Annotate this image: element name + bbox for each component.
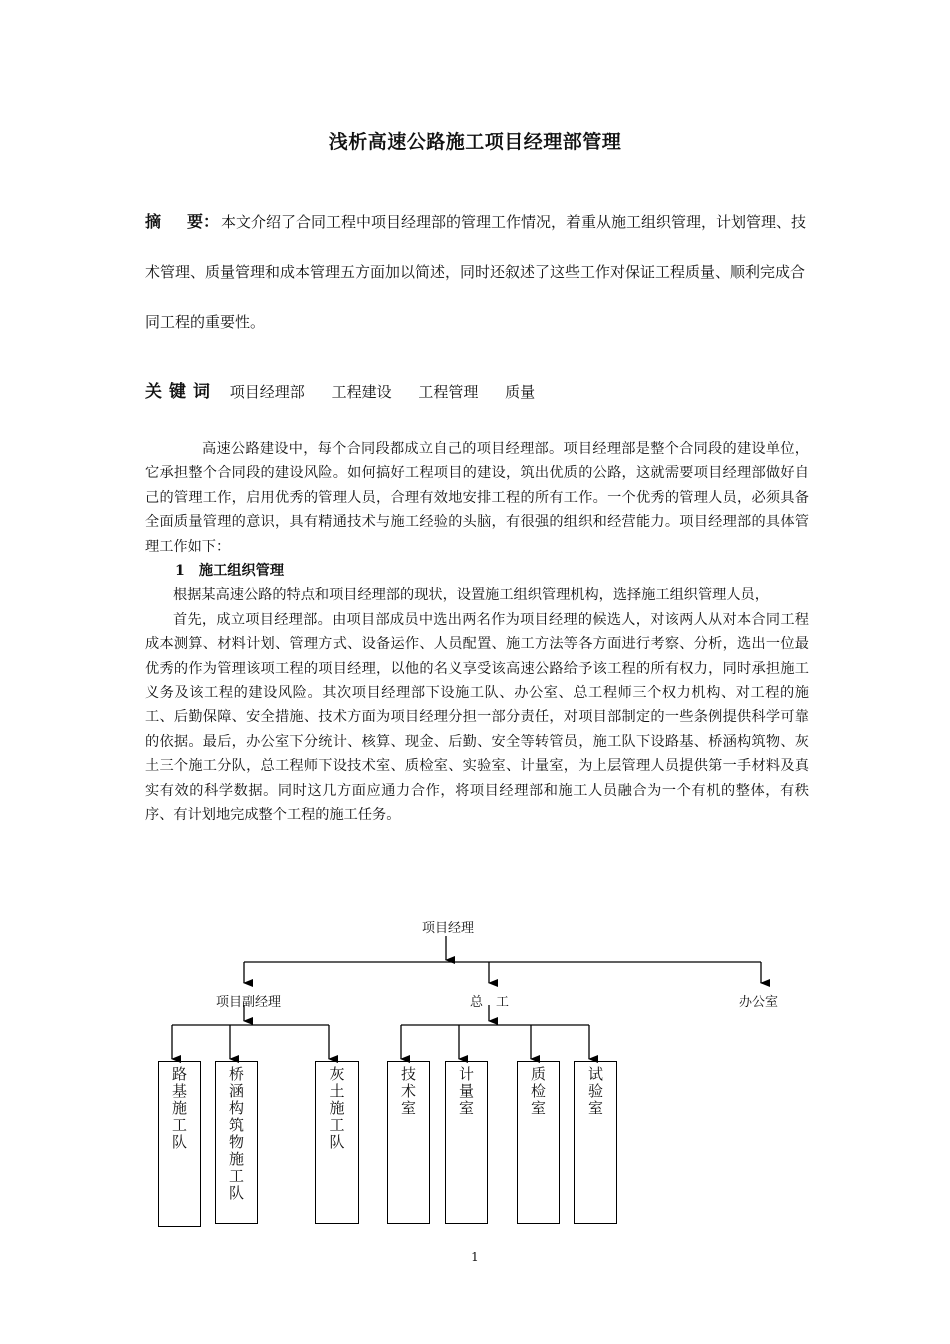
keyword: 质量: [505, 383, 536, 401]
page-number: 1: [471, 1250, 479, 1264]
node-label: 质检室: [530, 1065, 546, 1117]
abstract-label-b: 要：: [187, 212, 220, 231]
node-deputy-manager: 项目副经理: [216, 995, 282, 1010]
node-label: 路基施工队: [171, 1065, 187, 1151]
node-subgrade-team: [158, 1061, 201, 1227]
paragraph: 根据某高速公路的特点和项目经理部的现状，设置施工组织管理机构，选择施工组织管理人员，: [173, 587, 769, 604]
node-metering-office: [445, 1061, 488, 1224]
page-title: 浅析高速公路施工项目经理部管理: [328, 131, 622, 153]
keyword: 项目经理部: [229, 383, 305, 401]
paragraph: 首先，成立项目经理部。由项目部成员中选出两名作为项目经理的候选人，对该两人从对本合同工程成本测算、材料计划、管理方式、设备运作、人员配置、施工方法等各方面进行考察、分析，选出一位最优秀的作为管理该项工程的项目经理，以他的名义享受该高速公路给予该工程的所有权力，同时承担施工义务及该工程的建设风险。其次项目经理部下设施工队、办公室、总工程师三个权力机构、对工程的施工、后勤保障、安全措施、技术方面为项目经理分担一部分责任，对项目部制定的一些条例提供科学可靠的依据。最后，办公室下分统计、核算、现金、后勤、安全等转管员，施工队下设路基、桥涵构筑物、灰土三个施工分队，总工程师下设技术室、质检室、实验室、计量室，为上层管理人员提供第一手材料及真实有效的科学数据。同时这几方面应通力合作，将项目经理部和施工人员融合为一个有机的整体，有秩序、有计划地完成整个工程的施工任务。: [145, 611, 809, 824]
keywords-label: 关键词: [145, 382, 217, 402]
node-lime-soil-team: [315, 1061, 359, 1224]
node-bridge-team: [215, 1061, 258, 1224]
keyword: 工程管理: [418, 383, 479, 401]
paragraph-intro: 高速公路建设中，每个合同段都成立自己的项目经理部。项目经理部是整个合同段的建设单位，它承担整个合同段的建设风险。如何搞好工程项目的建设，筑出优质的公路，这就需要项目经理部做好自己的管理工作，启用优秀的管理人员，合理有效地安排工程的所有工作。一个优秀的管理人员，必须具备全面质量管理的意识，具有精通技术与施工经验的头脑，有很强的组织和经营能力。项目经理部的具体管理工作如下：: [145, 441, 809, 555]
keyword: 工程建设: [331, 383, 392, 401]
node-label: 灰土施工队: [329, 1065, 345, 1151]
node-label: 试验室: [587, 1065, 603, 1117]
abstract-text: 本文介绍了合同工程中项目经理部的管理工作情况，着重从施工组织管理，计划管理、技术管理、质量管理和成本管理五方面加以简述，同时还叙述了这些工作对保证工程质量、顺利完成合同工程的重要性。: [145, 213, 807, 331]
node-quality-office: [517, 1061, 560, 1224]
node-testing-office: [574, 1061, 617, 1224]
node-office: 办公室: [739, 995, 779, 1010]
node-label: 技术室: [400, 1065, 416, 1117]
abstract-label-a: 摘: [145, 212, 162, 231]
node-technical-office: [387, 1061, 430, 1224]
node-project-manager: 项目经理: [422, 921, 475, 936]
node-label: 桥涵构筑物施工队: [228, 1065, 244, 1202]
section-number: 1: [175, 563, 185, 580]
node-chief-engineer: 总 工: [470, 995, 510, 1010]
section-title: 施工组织管理: [198, 563, 285, 580]
node-label: 计量室: [458, 1065, 474, 1117]
